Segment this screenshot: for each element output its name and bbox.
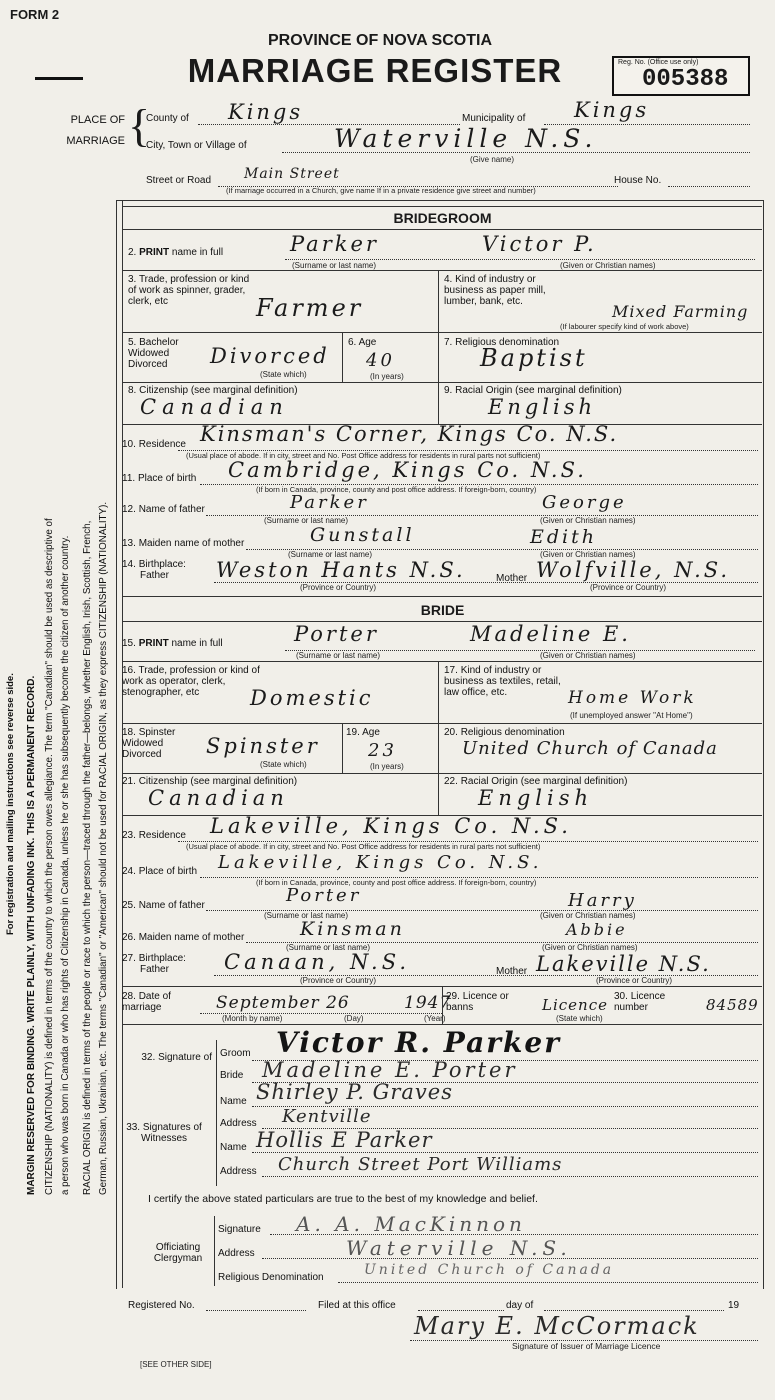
f17-text: Kind of industry or business as textiles, retail, law office, etc. [444,665,561,698]
w2-address: Church Street Port Williams [278,1154,563,1175]
f9-text: Racial Origin (see marginal definition) [455,385,622,396]
f13-num: 13. [122,538,139,549]
f28-label [122,991,202,1013]
county-label: County of [146,113,189,124]
f27-text2: Father [140,964,169,975]
place-label-line1: PLACE OF [70,114,125,126]
f3-label [128,274,258,307]
f18-label [122,727,192,760]
f30-text: Licence number [614,991,666,1013]
groom-surname-cap: (Surname or last name) [292,261,377,270]
year-19: 19 [728,1300,740,1311]
f3-num: 3. [128,274,139,285]
groom-years-cap: (In years) [370,372,404,381]
bride-mother-given: Abbie [566,920,628,939]
day-of-line [544,1310,724,1311]
w2-name: Hollis E Parker [256,1128,433,1152]
bride-trade: Domestic [250,686,374,710]
f25-label [122,900,205,911]
w1-address: Kentville [282,1106,372,1127]
f2-print: PRINT [139,247,170,258]
form-number: FORM 2 [10,7,60,22]
marriage-month-day: September 26 [216,993,350,1013]
groom-father-surname-cap: (Surname or last name) [264,516,349,525]
page-title: MARRIAGE REGISTER [187,52,563,89]
f30-label [614,991,694,1013]
groom-industry: Mixed Farming [612,302,749,321]
groom-citizenship: Canadian [140,395,289,419]
bride-mother-given-cap: (Given or Christian names) [542,943,638,952]
f18-num: 18. [122,727,139,738]
f33-text: Signatures of Witnesses [140,1122,202,1144]
groom-surname: Parker [290,232,379,256]
f16-text: Trade, profession or kind of work as operator, clerk, stenographer, etc [122,665,260,698]
f18-text: Spinster Widowed Divorced [122,727,176,760]
f22-text: Racial Origin (see marginal definition) [460,776,628,787]
bride-citizenship: Canadian [148,786,289,810]
bride-signature: Madeline E. Porter [262,1058,518,1082]
groom-birth-cap: (If born in Canada, province, county and post office address. If foreign-born, country) [256,485,537,494]
county-value: Kings [228,100,304,124]
f17-num: 17. [444,665,461,676]
w1-address-label: Address [220,1118,257,1129]
bride-birth-cap: (If born in Canada, province, county and post office address. If foreign-born, country) [256,878,537,887]
f26-text: Maiden name of mother [138,932,245,943]
row18-div1 [342,723,343,773]
issuer-caption: Signature of Issuer of Marriage Licence [512,1341,661,1351]
f2-num: 2. [128,247,140,258]
bride-industry: Home Work [568,688,697,708]
bride-father-given: Harry [568,890,637,911]
header-dash [35,77,83,80]
certify-text: I certify the above stated particulars are true to the best of my knowledge and belief. [148,1193,538,1205]
groom-mother-prov-cap: (Province or Country) [590,583,667,592]
f8-text: Citizenship (see marginal definition) [139,385,298,396]
f4-text: Kind of industry or business as paper mill, lumber, bank, etc. [444,274,546,307]
f28-text: Date of marriage [122,991,171,1013]
clergy-address-line [262,1258,758,1259]
street-label: Street or Road [146,175,212,186]
groom-father-given: George [542,492,627,513]
licence-state-cap: (State which) [556,1014,603,1023]
bride-given-cap: (Given or Christian names) [540,651,636,660]
give-name-caption: (Give name) [470,155,515,164]
row5-div2 [438,332,439,382]
f32-text: Signature of [158,1052,212,1063]
city-label: City, Town or Village of [146,140,247,151]
row15-bottom [123,661,762,662]
bride-surname-cap: (Surname or last name) [296,651,381,660]
f27-label [122,953,186,975]
clergy-label: Officiating Clergyman [153,1242,203,1264]
groom-given: Victor P. [482,232,597,256]
side-note-3: CITIZENSHIP (NATIONALITY) is defined in terms of the country to which the person owes allegiance. The term "Canadian" should be used as descriptive of [44,518,55,1195]
bride-residence-cap: (Usual place of abode. If in city, street and No. Post Office address for residents in rural parts not sufficient) [186,842,541,851]
groom-father-given-cap: (Given or Christian names) [540,516,636,525]
bride-religion: United Church of Canada [462,738,718,759]
place-label [53,110,125,152]
f21-text: Citizenship (see marginal definition) [138,776,298,787]
f23-num: 23. [122,830,139,841]
bride-given: Madeline E. [470,622,631,646]
w1-name-label: Name [220,1096,247,1107]
licence-number: 84589 [706,996,759,1014]
municipality-label: Municipality of [462,113,526,124]
registered-line [206,1310,306,1311]
w2-name-label: Name [220,1142,247,1153]
f33-num: 33. [126,1122,143,1133]
house-line [668,186,750,187]
w2-address-line [262,1176,758,1177]
f11-text: Place of birth [137,473,197,484]
bride-industry-cap: (If unemployed answer "At Home") [570,711,693,720]
f6-num: 6. [348,337,359,348]
row21-divider [438,773,439,815]
municipality-value: Kings [574,98,650,122]
house-label: House No. [614,175,662,186]
f14-text2: Father [140,570,169,581]
f17-label [444,665,574,698]
groom-residence-cap: (Usual place of abode. If in city, street and No. Post Office address for residents in rural parts not sufficient) [186,451,541,460]
f27-num: 27. [122,953,139,964]
licence-type: Licence [542,996,608,1014]
f12-num: 12. [122,504,139,515]
f2-line [285,259,755,260]
f11-label [122,473,196,484]
f28-num: 28. [122,991,139,1002]
f5-label [128,337,188,370]
groom-mother-surname: Gunstall [310,524,415,546]
groom-mother-given-cap: (Given or Christian names) [540,550,636,559]
groom-sig-label: Groom [220,1048,251,1059]
f21-num: 21. [122,776,139,787]
row18-bottom [123,773,762,774]
row28-bottom [123,1024,762,1025]
reg-number-box [612,56,750,96]
groom-mother-birth: Wolfville, N.S. [536,558,731,582]
f29-text: Licence or banns [446,991,509,1013]
filed-label: Filed at this office [318,1300,396,1311]
bride-age: 23 [368,740,397,761]
month-cap: (Month by name) [222,1014,283,1023]
day-cap: (Day) [344,1014,364,1023]
side-note-5: RACIAL ORIGIN is defined in terms of the people or race to which the person—traced through the father—belongs, whether English, Irish, Scottish, French, [82,520,93,1195]
groom-racial: English [488,395,597,419]
f26-num: 26. [122,932,139,943]
f13-label [122,538,244,549]
f10-num: 10. [122,439,139,450]
clergy-sig-line [270,1234,758,1235]
groom-status: Divorced [210,344,330,368]
f3-text: Trade, profession or kind of work as spinner, grader, clerk, etc [128,274,250,307]
groom-father-birth: Weston Hants N.S. [216,558,466,582]
groom-signature: Victor R. Parker [276,1026,561,1059]
f30-num: 30. [614,991,631,1002]
row28-div1 [442,986,443,1024]
f24-label [122,866,197,877]
clergy-denom-label: Religious Denomination [218,1272,324,1283]
day-of-label: day of [506,1300,534,1311]
f15-text: name in full [171,638,223,649]
f27-text1: Birthplace: [138,953,186,964]
w2-name-line [252,1152,758,1153]
f24-text: Place of birth [138,866,198,877]
clergy-bracket [214,1216,215,1286]
bride-mother-surname: Kinsman [300,918,405,940]
groom-mother-label: Mother [496,573,528,584]
f11-num: 11. [122,473,138,484]
f10-text: Residence [138,439,186,450]
street-value: Main Street [244,166,340,182]
clergy-signature-label: Signature [218,1224,261,1235]
f19-num: 19. [346,727,363,738]
f23-label [122,830,186,841]
f16-num: 16. [122,665,139,676]
row5-bottom [123,382,762,383]
f2-label [128,247,223,258]
clergy-address-label: Address [218,1248,255,1259]
groom-industry-cap: (If labourer specify kind of work above) [560,322,689,331]
see-other-side: [SEE OTHER SIDE] [140,1360,212,1369]
f23-text: Residence [138,830,186,841]
bride-residence: Lakeville, Kings Co. N.S. [210,814,572,838]
bride-years-cap: (In years) [370,762,404,771]
groom-religion: Baptist [480,344,588,372]
registered-label: Registered No. [128,1300,195,1311]
bride-status: Spinster [206,734,320,758]
f15-print: PRINT [138,638,169,649]
f26-label [122,932,244,943]
f29-num: 29. [446,991,463,1002]
bride-mother-birth: Lakeville N.S. [536,952,711,976]
bride-father-surname: Porter [286,885,362,906]
f12-text: Name of father [138,504,205,515]
f22-num: 22. [444,776,461,787]
groom-father-prov-cap: (Province or Country) [300,583,377,592]
bride-racial: English [478,786,594,810]
f4-label [444,274,574,307]
row18-div2 [438,723,439,773]
bride-father-birth: Canaan, N.S. [224,950,411,974]
row3-divider [438,270,439,332]
filed-line [418,1310,504,1311]
f5-num: 5. [128,337,140,348]
f12-label [122,504,205,515]
f33-label [122,1122,206,1144]
f33-bracket [216,1090,217,1186]
groom-heading-top [123,206,762,207]
clergy-denomination: United Church of Canada [364,1262,615,1278]
bride-mother-prov-cap: (Province or Country) [596,976,673,985]
f20-label [444,727,565,738]
side-note-1: For registration and mailing instructions see reverse side. [5,673,16,935]
bride-state-cap: (State which) [260,760,307,769]
groom-state-cap: (State which) [260,370,307,379]
place-brace: { [128,100,151,151]
reg-number-label: Reg. No. (Office use only) [618,59,699,66]
f24-num: 24. [122,866,139,877]
f19-text: Age [362,727,380,738]
f15-label [122,638,223,649]
f13-text: Maiden name of mother [138,538,245,549]
f15-num: 15. [122,638,139,649]
w1-name: Shirley P. Graves [256,1080,453,1104]
bride-birth-place: Lakeville, Kings Co. N.S. [218,852,543,873]
bride-mother-label: Mother [496,966,528,977]
f25-num: 25. [122,900,139,911]
f6-text: Age [358,337,377,348]
side-note-2: MARGIN RESERVED FOR BINDING. WRITE PLAINLY, WITH UNFADING INK. THIS IS A PERMANENT RECORD. [26,675,37,1195]
groom-age: 40 [366,350,395,371]
bride-heading: BRIDE [420,602,465,618]
side-note-4: a person who was born in Canada or who has rights of Citizenship in Canada, unless he or she has subsequently become the citizen of another country. [60,535,71,1195]
groom-mother-given: Edith [530,526,597,548]
f6-label [348,337,376,348]
f14-num: 14. [122,559,139,570]
f19-label [346,727,380,738]
f7-text: Religious denomination [455,337,560,348]
f14-line [214,582,758,583]
groom-heading-bottom [123,229,762,230]
f4-num: 4. [444,274,456,285]
marriage-year: 1947 [404,993,452,1013]
clergy-signature: A. A. MacKinnon [296,1212,526,1236]
bride-mother-surname-cap: (Surname or last name) [286,943,371,952]
f10-label [122,439,186,450]
row3-bottom [123,332,762,333]
f14-text1: Birthplace: [138,559,186,570]
place-label-line2: MARRIAGE [66,135,125,147]
city-value: Waterville N.S. [334,124,598,153]
row2-bottom [123,270,762,271]
groom-mother-surname-cap: (Surname or last name) [288,550,373,559]
row8-divider [438,382,439,424]
f2-text: name in full [171,247,224,258]
province-heading: PROVINCE OF NOVA SCOTIA [267,32,492,49]
f32-num: 32. [141,1052,159,1063]
year-cap: (Year) [424,1014,446,1023]
bride-father-prov-cap: (Province or Country) [300,976,377,985]
f20-text: Religious denomination [460,727,565,738]
groom-residence: Kinsman's Corner, Kings Co. N.S. [200,422,619,446]
side-note-6: German, Russian, Ukrainian, etc. The terms "Canadian" or "American" should not be used for RACIAL ORIGIN, as they express CITIZENSHIP (NATIONALITY). [98,501,109,1195]
f25-text: Name of father [138,900,205,911]
street-note: (If marriage occurred in a Church, give name If in a private residence give street and number) [226,186,536,195]
w2-address-label: Address [220,1166,257,1177]
row16-divider [438,661,439,723]
clergy-denom-line [338,1282,758,1283]
f27-line [214,975,758,976]
f32-bracket [216,1040,217,1092]
f16-label [122,665,262,698]
f14-label [122,559,186,581]
f7-num: 7. [444,337,456,348]
reg-number: 005388 [642,66,729,93]
f8-num: 8. [128,385,140,396]
row5-div1 [342,332,343,382]
bride-surname: Porter [294,622,379,646]
f9-num: 9. [444,385,456,396]
f5-text: Bachelor Widowed Divorced [128,337,179,370]
f29-label [446,991,516,1013]
groom-given-cap: (Given or Christian names) [560,261,656,270]
groom-trade: Farmer [256,294,364,322]
bride-sig-label: Bride [220,1070,244,1081]
groom-birth-place: Cambridge, Kings Co. N.S. [228,458,587,482]
issuer-signature: Mary E. McCormack [414,1312,700,1340]
bride-father-surname-cap: (Surname or last name) [264,911,349,920]
bride-heading-bottom [123,621,762,622]
f20-num: 20. [444,727,461,738]
bride-heading-top [123,596,762,597]
bride-father-given-cap: (Given or Christian names) [540,911,636,920]
groom-father-surname: Parker [290,492,369,513]
row16-bottom [123,723,762,724]
clergy-address: Waterville N.S. [346,1236,572,1260]
f32-label [122,1052,212,1063]
groom-heading: BRIDEGROOM [393,210,492,226]
